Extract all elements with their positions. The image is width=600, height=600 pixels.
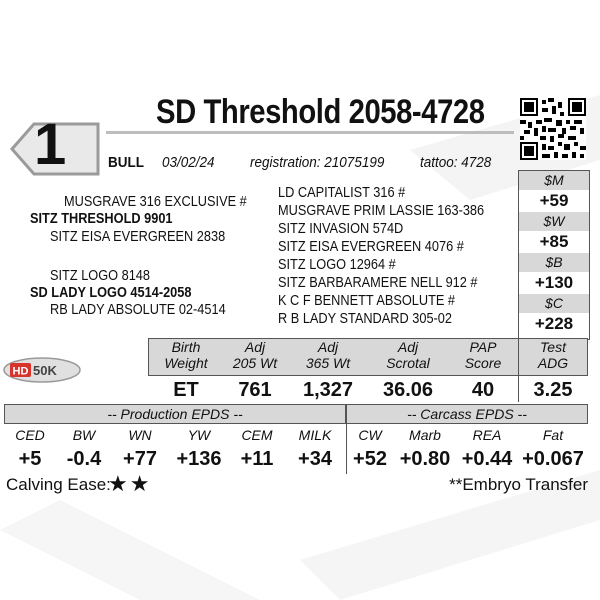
dollar-index-panel bbox=[518, 170, 590, 340]
perf-value-birth-weight: ET bbox=[173, 379, 199, 401]
index-label-w: $W bbox=[519, 212, 589, 231]
hd50k-logo bbox=[2, 356, 82, 384]
pedigree-right-line: R B LADY STANDARD 305-02 bbox=[278, 311, 452, 327]
perf-header-birth-weight: Birth Weight bbox=[164, 339, 208, 371]
epd-table bbox=[4, 404, 588, 474]
perf-header-test-adg: Test ADG bbox=[537, 339, 569, 371]
performance-table bbox=[148, 338, 588, 402]
perf-value-adg: 3.25 bbox=[533, 379, 573, 401]
epd-col-bw: BW bbox=[72, 427, 96, 443]
epd-col-cem: CEM bbox=[241, 427, 273, 443]
pedigree-dam-dam: RB LADY ABSOLUTE 02-4514 bbox=[50, 302, 226, 318]
epd-col-marb: Marb bbox=[409, 427, 441, 443]
epd-value-marb: +0.80 bbox=[399, 448, 451, 470]
index-value-c: +228 bbox=[519, 313, 589, 335]
index-label-b: $B bbox=[519, 253, 589, 272]
qr-code-icon[interactable] bbox=[520, 98, 586, 160]
pedigree-dam: SD LADY LOGO 4514-2058 bbox=[30, 285, 192, 301]
epd-value-fat: +0.067 bbox=[522, 448, 584, 470]
epd-value-wn: +77 bbox=[123, 448, 157, 470]
perf-value-adj-205: 761 bbox=[238, 379, 272, 401]
svg-text:HD: HD bbox=[12, 365, 29, 378]
perf-header-adj-scrotal: Adj Scrotal bbox=[386, 339, 430, 371]
pedigree-sire-dam: SITZ EISA EVERGREEN 2838 bbox=[50, 229, 226, 245]
perf-divider bbox=[518, 338, 519, 402]
pedigree-sire-sire: MUSGRAVE 316 EXCLUSIVE # bbox=[64, 194, 247, 210]
pedigree-right-line: SITZ EISA EVERGREEN 4076 # bbox=[278, 239, 464, 255]
index-label-m: $M bbox=[519, 171, 589, 190]
embryo-transfer-note: **Embryo Transfer bbox=[449, 475, 588, 494]
epd-col-yw: YW bbox=[187, 427, 211, 443]
lot-number: 1 bbox=[34, 112, 67, 177]
epd-value-rea: +0.44 bbox=[461, 448, 513, 470]
epd-col-rea: REA bbox=[472, 427, 502, 443]
title-rule bbox=[106, 131, 514, 134]
perf-value-scrotal: 36.06 bbox=[382, 379, 434, 401]
pedigree-right-line: MUSGRAVE PRIM LASSIE 163-386 bbox=[278, 203, 485, 219]
epd-value-cem: +11 bbox=[240, 448, 274, 470]
tattoo: tattoo: 4728 bbox=[420, 154, 492, 171]
index-value-m: +59 bbox=[519, 190, 589, 212]
epd-col-cw: CW bbox=[358, 427, 382, 443]
epd-value-bw: -0.4 bbox=[66, 448, 102, 470]
index-label-c: $C bbox=[519, 294, 589, 313]
index-value-w: +85 bbox=[519, 231, 589, 253]
pedigree-sire: SITZ THRESHOLD 9901 bbox=[30, 211, 173, 227]
calving-ease-label: Calving Ease: bbox=[6, 475, 111, 494]
birth-date: 03/02/24 bbox=[162, 154, 215, 171]
index-value-b: +130 bbox=[519, 272, 589, 294]
epd-value-cw: +52 bbox=[353, 448, 387, 470]
perf-value-adj-365: 1,327 bbox=[302, 379, 354, 401]
pedigree-right-line: LD CAPITALIST 316 # bbox=[278, 185, 406, 201]
perf-header-adj-205: Adj 205 Wt bbox=[232, 339, 278, 371]
pedigree-right-line: K C F BENNETT ABSOLUTE # bbox=[278, 293, 456, 309]
carcass-epds-title: -- Carcass EPDS -- bbox=[346, 404, 588, 424]
pedigree-right-line: SITZ LOGO 12964 # bbox=[278, 257, 396, 273]
epd-col-wn: WN bbox=[128, 427, 152, 443]
epd-value-yw: +136 bbox=[176, 448, 222, 470]
epd-col-ced: CED bbox=[15, 427, 45, 443]
calving-ease-stars-icon: ★★ bbox=[108, 471, 152, 496]
perf-header-pap-score: PAP Score bbox=[464, 339, 502, 371]
epd-col-fat: Fat bbox=[542, 427, 564, 443]
epd-value-ced: +5 bbox=[18, 448, 42, 470]
pedigree-dam-sire: SITZ LOGO 8148 bbox=[50, 268, 151, 284]
sex-label: BULL bbox=[108, 154, 144, 171]
epd-value-milk: +34 bbox=[298, 448, 332, 470]
perf-value-pap: 40 bbox=[471, 379, 495, 401]
svg-text:50K: 50K bbox=[33, 363, 57, 378]
pedigree-right-line: SITZ BARBARAMERE NELL 912 # bbox=[278, 275, 478, 291]
animal-name: SD Threshold 2058-4728 bbox=[156, 93, 485, 131]
epd-col-milk: MILK bbox=[298, 427, 332, 443]
production-epds-title: -- Production EPDS -- bbox=[4, 404, 346, 424]
registration-number: registration: 21075199 bbox=[250, 154, 385, 171]
perf-header-adj-365: Adj 365 Wt bbox=[305, 339, 351, 371]
pedigree-right-line: SITZ INVASION 574D bbox=[278, 221, 404, 237]
